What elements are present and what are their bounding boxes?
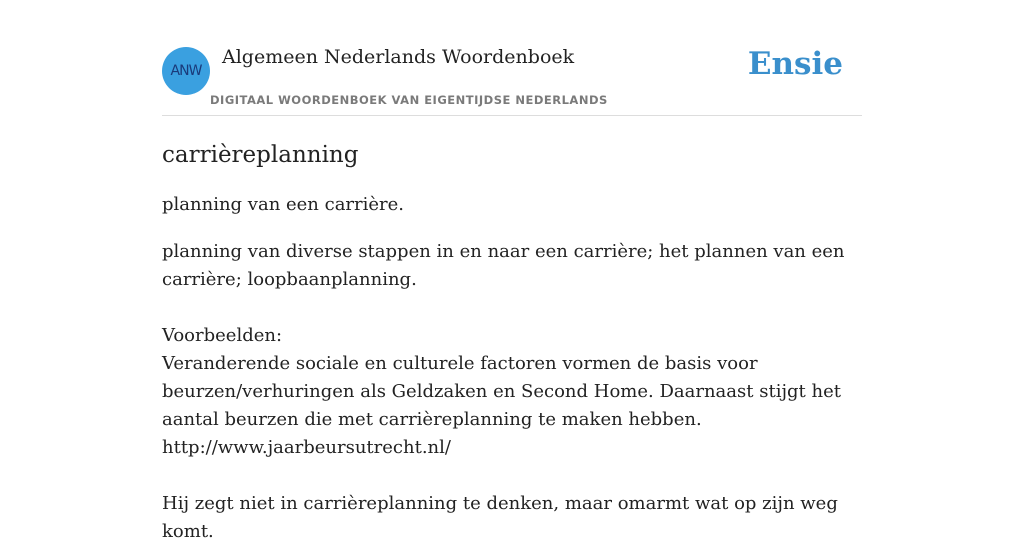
logo-text: ANW	[170, 63, 202, 79]
headword: carrièreplanning	[162, 142, 359, 168]
site-header	[162, 0, 862, 116]
site-title[interactable]: Algemeen Nederlands Woordenboek	[222, 46, 575, 68]
example-text: Veranderende sociale en culturele factoren vormen de basis voor beurzen/verhuringen als Geldzaken en Second Home. Daarnaast stijgt het aantal beurzen die met carrièreplanning te maken hebben.	[162, 353, 841, 430]
examples-label: Voorbeelden:	[162, 325, 283, 346]
short-definition: planning van een carrière.	[162, 194, 405, 215]
example-text: Hij zegt niet in carrièreplanning te denken, maar omarmt wat op zijn weg komt.	[162, 493, 838, 542]
site-subtitle: DIGITAAL WOORDENBOEK VAN EIGENTIJDSE NEDERLANDS	[210, 93, 608, 107]
spacer	[162, 294, 862, 322]
spacer	[162, 462, 862, 490]
ensie-brand-logo[interactable]: Ensie	[747, 46, 843, 82]
page	[162, 0, 862, 546]
anw-logo[interactable]	[162, 47, 210, 95]
definition: planning van diverse stappen in en naar een carrière; het plannen van een carrière; loopbaanplanning.	[162, 241, 845, 290]
entry-content	[162, 238, 862, 546]
example-source: http://www.jaarbeursutrecht.nl/	[162, 437, 451, 458]
